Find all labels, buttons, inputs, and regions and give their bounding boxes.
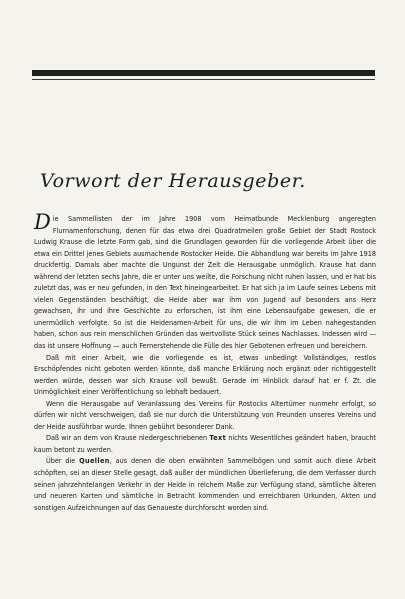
top-rule (32, 70, 375, 76)
preface-body (34, 210, 376, 513)
paragraph-text: Daß mit einer Arbeit, wie die vorliegende es ist, etwas unbedingt Vollständiges, restlos Erschöpfendes nicht geboten werden könnte, daß manche Erklärung noch ergänzt oder richtiggestellt werden würde, dessen war sich Krause voll bewußt. Gerade im Hinblick darauf hat er f. Zt. die Unmöglichkeit einer Veröffentlichung so lebhaft bedauert. (34, 352, 376, 397)
paragraph-text: nichts Wesentliches geändert haben, braucht kaum betont zu werden. (34, 433, 376, 454)
paragraph-1 (34, 210, 376, 352)
paragraph-5 (34, 455, 376, 513)
paragraph-text: Wenn die Herausgabe auf Veranlassung des Vereins für Rostocks Altertümer nunmehr erfolgt, so dürfen wir nicht verschweigen, daß sie nur durch die Unterstützung von Freunden unseres Vereins und der Heide ausführbar wurde. Ihnen gebührt besonderer Dank. (34, 398, 376, 431)
paragraph-text: , aus denen die oben erwähnten Sammelbögen und somit auch diese Arbeit schöpften, sei an dieser Stelle gesagt, daß außer der mündlichen Überlieferung, die dem Verfasser durch seinen jahrzehntelangen Verkehr in der Heide in reichem Maße zur Verfügung stand, sämtliche älteren und neueren Karten und sämtliche in Betracht kommenden und erreichbaren Urkunden, Akten und sonstigen Aufzeichnungen auf das Genaueste durchforscht worden sind. (34, 456, 376, 512)
paragraph-text: ie Sammellisten der im Jahre 1908 vom Heimatbunde Mecklenburg angeregten Flurnamenforschung, denen für das etwa drei Quadratmeilen große Gebiet der Stadt Rostock Ludwig Krause die letzte Form gab, sind die Grundlagen geworden für die vorliegende Arbeit über die etwa ein Drittel jenes Gebiets ausmachende Rostocker Heide. Die Abhandlung war bereits im Jahre 1918 druckfertig. Damals aber machte die Ungunst der Zeit die Herausgabe unmöglich. Krause hat dann während der letzten sechs Jahre, die er unter uns weilte, die Forschung nicht ruhen lassen, und er hat bis zuletzt das, was er neu gefunden, in den Text hineingearbeitet. Er hat sich ja im Laufe seines Lebens mit vielen Gegenständen beschäftigt, die Heide aber war ihm von Jugend auf besonders ans Herz gewachsen, ihr und ihre Geschichte zu erforschen, ist ihm eine Lebensaufgabe gewesen, die er unermüdlich verfolgte. So ist die Heidenamen-Arbeit für uns, die wir ihm im Leben nahegestanden haben, schon aus rein menschlichen Gründen das wertvollste Stück seines Nachlasses. Indessen wird — das ist unsere Hoffnung — auch Fernerstehende die Fülle des hier Gebotenen erfreuen und bereichern. (34, 214, 376, 351)
paragraph-text: Daß wir an dem von Krause niedergeschriebenen (46, 433, 210, 443)
page-title: Vorwort der Herausgeber. (40, 170, 306, 192)
emphasis-text: Text (209, 433, 227, 443)
drop-cap: D (34, 210, 51, 234)
paragraph-2 (34, 352, 376, 398)
top-rule-thin (32, 79, 375, 80)
emphasis-text: Quellen (79, 456, 110, 466)
paragraph-4 (34, 432, 376, 455)
paragraph-3 (34, 398, 376, 433)
paragraph-text: Über die (46, 456, 80, 466)
